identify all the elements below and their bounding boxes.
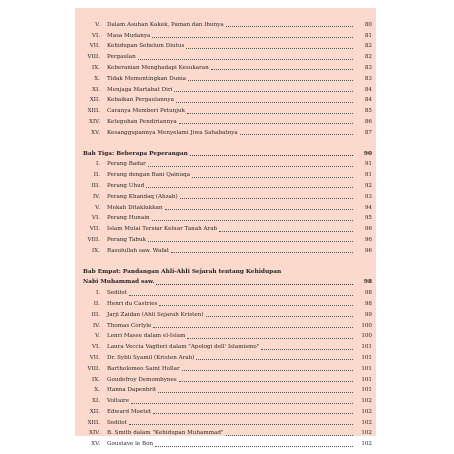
toc-entry-page: 92	[364, 182, 372, 189]
toc-entry-number: IV.	[92, 193, 100, 200]
toc-entry-title: Lenri Masse dalam el-Islam	[107, 333, 186, 340]
chapter4-heading-line1	[83, 265, 372, 276]
toc-entry	[83, 416, 372, 427]
toc-entry	[83, 18, 372, 29]
toc-entry-number: X.	[94, 75, 100, 82]
toc-entry-page: 100	[361, 322, 372, 329]
chapter3-heading	[83, 147, 372, 158]
toc-entry-number: VI.	[91, 344, 100, 351]
toc-entry-number: XII.	[89, 408, 100, 415]
toc-entry-page: 101	[361, 365, 372, 372]
toc-entry	[83, 179, 372, 190]
toc-entry-title: Laura Veccia Vagfieri dalam "Apologi dell' Islamismo"	[107, 344, 260, 351]
toc-entry-number: VIII.	[87, 365, 100, 372]
toc-entry-page: 98	[364, 290, 372, 297]
toc-entry-title: Perang Tabuk	[107, 236, 146, 243]
toc-entry-title: Islam Mulai Tersiar Keluar Tanah Arab	[107, 226, 218, 233]
toc-entry-title: Kebaikan Pergaulannya	[107, 97, 174, 104]
toc-entry	[83, 351, 372, 362]
toc-entry-number: I.	[96, 290, 100, 297]
toc-entry-title: Sedilot	[107, 290, 127, 297]
toc-entry	[83, 158, 372, 169]
toc-entry-page: 96	[364, 226, 372, 233]
chapter2-list	[83, 18, 372, 137]
toc-entry-title: Menjaga Martabat Diri	[107, 86, 173, 93]
toc-entry-title: Keberanian Menghadapi Kesukaran	[107, 64, 209, 71]
toc-entry-number: VII.	[89, 43, 100, 50]
toc-entry-title: Kehidupan Sebelum Diutus	[107, 43, 185, 50]
toc-entry-number: XIII.	[87, 419, 100, 426]
chapter3-heading-page: 90	[363, 150, 372, 157]
toc-entry-number: VII.	[89, 226, 100, 233]
toc-entry	[83, 340, 372, 351]
toc-entry-page: 100	[361, 333, 372, 340]
toc-entry-page: 102	[361, 419, 372, 426]
toc-entry-number: III.	[91, 311, 100, 318]
toc-entry	[83, 168, 372, 179]
toc-entry-title: Perang Hunain	[107, 215, 150, 222]
toc-entry-title: Edward Moetet	[107, 408, 152, 415]
toc-entry-page: 91	[364, 172, 372, 179]
toc-entry-page: 84	[364, 97, 372, 104]
toc-entry-title: Tidak Mementingkan Dunia	[107, 75, 186, 82]
toc-entry-number: XIV.	[88, 118, 100, 125]
toc-entry-page: 83	[364, 75, 372, 82]
toc-entry-page: 101	[361, 387, 372, 394]
toc-entry	[83, 61, 372, 72]
toc-entry	[83, 308, 372, 319]
toc-entry-number: XI.	[92, 86, 100, 93]
toc-entry	[83, 222, 372, 233]
toc-entry-title: Sedilot	[107, 419, 127, 426]
toc-entry	[83, 427, 372, 438]
toc-entry	[83, 104, 372, 115]
toc-entry-title: Perang dengan Bani Qainuqa	[107, 172, 191, 179]
toc-entry-page: 102	[361, 408, 372, 415]
toc-entry-number: V.	[95, 204, 100, 211]
chapter4-heading-title: Nabi Muhammad saw.	[83, 279, 155, 286]
toc-entry-page: 102	[361, 398, 372, 405]
toc-entry-title: Thomas Corlyle	[107, 322, 152, 329]
toc-entry-page: 87	[364, 129, 372, 136]
toc-entry-number: XIII.	[87, 108, 100, 115]
toc-entry-number: X.	[94, 387, 100, 394]
toc-entry	[83, 83, 372, 94]
toc-entry-title: Goustave le Bon	[107, 441, 154, 448]
toc-entry-number: II.	[93, 172, 100, 179]
toc-entry	[83, 212, 372, 223]
toc-entry-number: VIII.	[87, 54, 100, 61]
toc-entry-title: Perang Uhud	[107, 182, 145, 189]
toc-entry	[83, 384, 372, 395]
toc-entry	[83, 233, 372, 244]
toc-entry-title: Pergaulan	[107, 54, 136, 61]
chapter4-list	[83, 286, 372, 448]
toc-entry-title: Masa Mudanya	[107, 32, 151, 39]
toc-entry-page: 81	[364, 32, 372, 39]
toc-entry-title: Mekah Ditaklukkan	[107, 204, 163, 211]
toc-entry	[83, 330, 372, 341]
chapter3-heading-title: Bab Tiga: Beberapa Peperangan	[83, 150, 188, 157]
toc-entry	[83, 394, 372, 405]
toc-entry	[83, 72, 372, 83]
toc-entry-title: Dalam Asuhan Kakek, Paman dan Ibunya	[107, 21, 224, 28]
toc-entry-page: 101	[361, 376, 372, 383]
toc-entry-page: 102	[361, 430, 372, 437]
toc-entry-title: Hanna Dapenbrit	[107, 387, 157, 394]
toc-entry-number: IV.	[92, 322, 100, 329]
toc-entry	[83, 373, 372, 384]
toc-entry	[83, 297, 372, 308]
toc-entry	[83, 190, 372, 201]
toc-entry-page: 102	[361, 441, 372, 448]
toc-entry-number: XV.	[91, 129, 100, 136]
toc-entry-page: 101	[361, 354, 372, 361]
toc-entry-title: Jarji Zaidan (Ahli Sejarah Kristen)	[107, 311, 204, 318]
toc-entry-page: 91	[364, 161, 372, 168]
chapter3-list	[83, 158, 372, 255]
toc-entry-title: Keteguhan Pendiriannya	[107, 118, 177, 125]
toc-entry-number: VI.	[91, 215, 100, 222]
toc-entry-title: Voltaire	[107, 398, 130, 405]
toc-entry-title: Perang Khandaq (Ahzab)	[107, 193, 178, 200]
toc-entry-number: III.	[91, 182, 100, 189]
chapter4-heading-page: 98	[363, 279, 372, 286]
toc-entry-number: V.	[95, 21, 100, 28]
toc-entry-page: 84	[364, 86, 372, 93]
toc-entry	[83, 244, 372, 255]
toc-entry	[83, 40, 372, 51]
toc-entry-page: 82	[364, 54, 372, 61]
toc-entry-page: 99	[364, 311, 372, 318]
toc-entry-number: II.	[93, 300, 100, 307]
chapter4-heading-line1-text: Bab Empat: Pandangan Ahli-Ahli Sejarah tentang Kehidupan	[83, 268, 282, 275]
toc-entry-page: 96	[364, 236, 372, 243]
table-of-contents	[83, 18, 372, 448]
toc-entry-title: Bartholomeo Saint Hollar	[107, 365, 180, 372]
toc-entry-page: 101	[361, 344, 372, 351]
toc-entry-number: I.	[96, 161, 100, 168]
toc-entry	[83, 126, 372, 137]
toc-entry-number: XII.	[89, 97, 100, 104]
toc-entry-number: VII.	[89, 354, 100, 361]
toc-entry	[83, 405, 372, 416]
chapter4-heading-line2	[83, 276, 372, 287]
toc-entry-page: 85	[364, 108, 372, 115]
toc-entry-number: V.	[95, 333, 100, 340]
toc-entry-page: 98	[364, 300, 372, 307]
toc-entry-title: Perang Badar	[107, 161, 146, 168]
toc-entry-number: XI.	[92, 398, 100, 405]
toc-entry-title: Kesanggupannya Menyelami Jiwa Sahabatnya	[107, 129, 238, 136]
toc-page	[75, 8, 376, 448]
toc-entry-number: IX.	[92, 247, 100, 254]
toc-entry-number: IX.	[92, 64, 100, 71]
toc-entry	[83, 94, 372, 105]
toc-entry-page: 80	[364, 21, 372, 28]
toc-entry-title: B. Smith dalam "Kehidupan Muhammad"	[107, 430, 224, 437]
toc-entry-page: 95	[364, 215, 372, 222]
toc-entry-number: VI.	[91, 32, 100, 39]
toc-entry	[83, 319, 372, 330]
toc-entry	[83, 29, 372, 40]
toc-entry	[83, 362, 372, 373]
toc-entry-number: VIII.	[87, 236, 100, 243]
toc-entry	[83, 437, 372, 448]
toc-entry-title: Dr. Sybli Syamil (Kristen Arab)	[107, 354, 195, 361]
toc-entry-page: 83	[364, 64, 372, 71]
toc-entry-number: IX.	[92, 376, 100, 383]
toc-entry-number: XV.	[91, 441, 100, 448]
toc-entry	[83, 50, 372, 61]
toc-entry-page: 94	[364, 204, 372, 211]
toc-entry-title: Rasulullah saw. Wafat	[107, 247, 169, 254]
toc-entry-title: Goudefroy Demombynes	[107, 376, 177, 383]
toc-entry-page: 93	[364, 193, 372, 200]
toc-entry-page: 82	[364, 43, 372, 50]
toc-entry-title: Henri du Castries	[107, 300, 158, 307]
toc-entry-page: 86	[364, 118, 372, 125]
toc-entry-number: XIV.	[88, 430, 100, 437]
toc-entry	[83, 115, 372, 126]
toc-entry-page: 96	[364, 247, 372, 254]
toc-entry	[83, 286, 372, 297]
toc-entry-title: Caranya Memberi Petunjuk	[107, 108, 185, 115]
toc-entry	[83, 201, 372, 212]
